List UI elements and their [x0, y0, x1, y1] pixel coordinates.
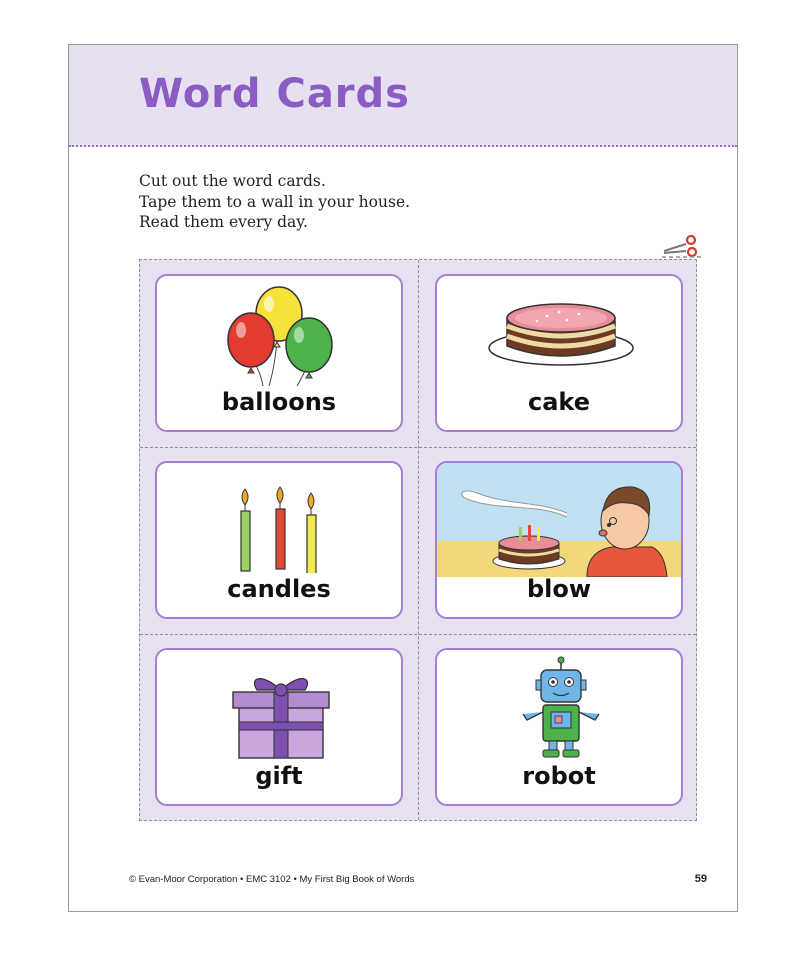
word-cards-sheet: [139, 259, 697, 821]
word-card-candles[interactable]: [155, 461, 403, 619]
card-word: blow: [526, 575, 592, 603]
word-card-gift[interactable]: [155, 648, 403, 806]
word-card-blow[interactable]: [435, 461, 683, 619]
cake-icon: [437, 276, 683, 386]
cut-line-vertical: [418, 260, 419, 820]
gift-icon: [157, 650, 403, 760]
candles-icon: [157, 463, 403, 573]
cut-line-horizontal: [140, 447, 696, 448]
card-word: candles: [227, 575, 331, 603]
card-word: balloons: [221, 388, 337, 416]
instruction-line: Tape them to a wall in your house.: [139, 192, 411, 211]
cut-line-horizontal: [140, 634, 696, 635]
balloons-icon: [157, 276, 403, 386]
page-header: [69, 45, 737, 147]
scissors-icon: [662, 231, 702, 259]
instruction-line: Read them every day.: [139, 213, 308, 231]
boy-blowing-candles-icon: [437, 463, 683, 577]
page-title: Word Cards: [139, 71, 410, 117]
word-card-robot[interactable]: [435, 648, 683, 806]
instruction-line: Cut out the word cards.: [139, 172, 326, 190]
word-card-balloons[interactable]: [155, 274, 403, 432]
robot-icon: [437, 650, 683, 760]
card-word: cake: [527, 388, 590, 416]
workbook-page: [68, 44, 738, 912]
card-word: gift: [255, 762, 303, 790]
word-card-cake[interactable]: [435, 274, 683, 432]
card-word: robot: [522, 762, 596, 790]
page-number: 59: [694, 873, 707, 885]
instructions: [139, 171, 559, 233]
footer-credit: © Evan-Moor Corporation • EMC 3102 • My First Big Book of Words: [129, 874, 415, 885]
